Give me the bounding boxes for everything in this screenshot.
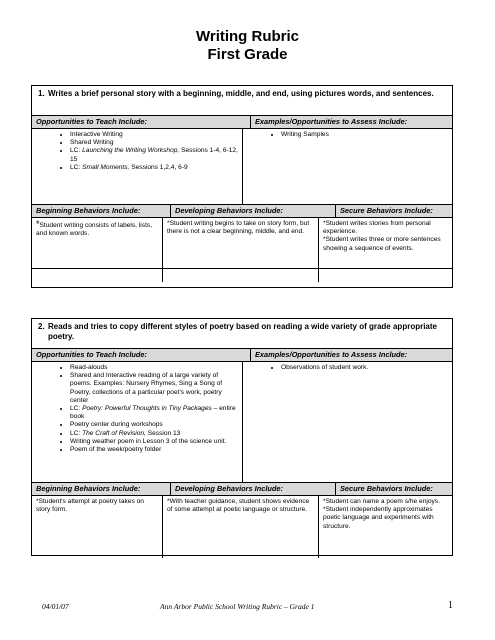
- list-item: [70, 164, 238, 172]
- section-2-behavior-header-row: [32, 482, 452, 495]
- secure-text: [318, 218, 452, 268]
- lc-tail: Session 13: [145, 429, 181, 437]
- teach-list: [32, 362, 242, 482]
- section-2-opportunity-row: [32, 361, 452, 482]
- lc-prefix: LC:: [70, 163, 81, 171]
- assess-list: [242, 362, 452, 482]
- title-line1: Writing Rubric: [195, 28, 300, 45]
- secure-line-2: *Student writes three or more sentences showing a sequence of events.: [323, 236, 441, 252]
- section-1-behavior-row: [32, 217, 452, 268]
- lc-prefix: LC:: [70, 405, 81, 413]
- beginning-text: *Student's attempt at poetry takes on story form.: [36, 498, 144, 514]
- empty-cell: [162, 269, 318, 282]
- list-item: • Shared and Interactive reading of a large variety of poems. Examples: Nursery Rhymes, Sing a Song of Poetry, collections of a particular poet's work, poetry center: [70, 372, 238, 405]
- list-item: • Writing weather poem in Lesson 3 of the science unit.: [70, 438, 238, 446]
- assess-header: Examples/Opportunities to Assess Include:: [250, 349, 452, 361]
- list-item: [70, 147, 238, 163]
- teach-header: Opportunities to Teach Include:: [36, 350, 147, 359]
- list-item: • Observations of student work.: [281, 364, 448, 372]
- book-title: Poetry: Powerful Thoughts in Tiny Packages: [82, 405, 212, 413]
- list-item: • Poem of the week/poetry folder: [70, 446, 238, 454]
- section-2-behavior-row: [32, 495, 452, 558]
- list-item: • Writing Samples: [281, 131, 448, 139]
- book-title: The Craft of Revision,: [82, 429, 146, 437]
- secure-line-1: *Student writes stories from personal experience.: [323, 220, 431, 236]
- teach-header: Opportunities to Teach Include:: [36, 117, 147, 126]
- section-1-heading: [32, 86, 452, 115]
- list-item: • Interactive Writing: [70, 131, 238, 139]
- teach-list: [32, 129, 242, 204]
- list-item: • Shared Writing: [70, 139, 238, 147]
- rubric-section-1: [31, 85, 453, 288]
- developing-header: Developing Behaviors Include:: [170, 483, 335, 495]
- empty-cell: [32, 269, 162, 282]
- section-1-heading-text: Writes a brief personal story with a beginning, middle, and end, using pictures words, and sentences.: [48, 89, 434, 98]
- asterisk: *: [36, 219, 40, 229]
- list-item: [70, 405, 238, 421]
- section-1-number: 1.: [38, 89, 45, 98]
- lc-prefix: LC:: [70, 429, 81, 437]
- list-item: • Read-alouds: [70, 364, 238, 372]
- lc-tail: – entire book: [70, 405, 236, 421]
- footer-date: 04/01/07: [42, 602, 69, 611]
- section-2-opportunity-header-row: [32, 348, 452, 361]
- developing-text: *Student writing begins to take on story form, but there is not a clear beginning, middle, and end.: [162, 218, 318, 268]
- section-1-empty-row: [32, 268, 452, 282]
- assess-list: [242, 129, 452, 204]
- assess-header: Examples/Opportunities to Assess Include:: [250, 116, 452, 128]
- sessions-text: Sessions 1,2,4, 6-9: [129, 163, 188, 171]
- section-2-heading-text: Reads and tries to copy different styles of poetry based on reading a wide variety of grade appropriate poetry.: [48, 322, 437, 341]
- title-line2: First Grade: [207, 46, 288, 63]
- section-1-behavior-header-row: [32, 204, 452, 217]
- secure-header: Secure Behaviors Include:: [335, 483, 452, 495]
- secure-line-1: *Student can name a poem s/he enjoys.: [323, 498, 440, 505]
- beginning-header: Beginning Behaviors Include:: [36, 206, 141, 215]
- beginning-header: Beginning Behaviors Include:: [36, 484, 141, 493]
- secure-line-2: *Student independently approximates poetic language and experiments with structure.: [323, 506, 434, 530]
- beginning-text: [32, 218, 162, 268]
- secure-header: Secure Behaviors Include:: [335, 205, 452, 217]
- rubric-section-2: [31, 318, 453, 556]
- beginning-description: Student writing consists of labels, lists, and known words.: [36, 222, 153, 238]
- list-item: • Poetry center during workshops: [70, 421, 238, 429]
- lc-prefix: LC:: [70, 147, 81, 155]
- developing-text: *With teacher guidance, student shows evidence of some attempt at poetic language or structure.: [162, 496, 318, 558]
- page-number: 1: [448, 600, 453, 611]
- section-1-opportunity-row: [32, 128, 452, 204]
- section-2-number: 2.: [38, 322, 45, 331]
- sessions-text: Sessions 1-4, 6-12, 15: [70, 147, 238, 163]
- list-item: [70, 430, 238, 438]
- developing-header: Developing Behaviors Include:: [170, 205, 335, 217]
- secure-text: [318, 496, 452, 558]
- section-1-opportunity-header-row: [32, 115, 452, 128]
- footer-title: Ann Arbor Public School Writing Rubric – Grade 1: [160, 602, 315, 611]
- book-title: Launching the Writing Workshop,: [82, 147, 180, 155]
- empty-cell: [318, 269, 452, 282]
- book-title: Small Moments,: [82, 163, 130, 171]
- section-2-heading: [32, 319, 452, 348]
- page-title: [0, 28, 495, 64]
